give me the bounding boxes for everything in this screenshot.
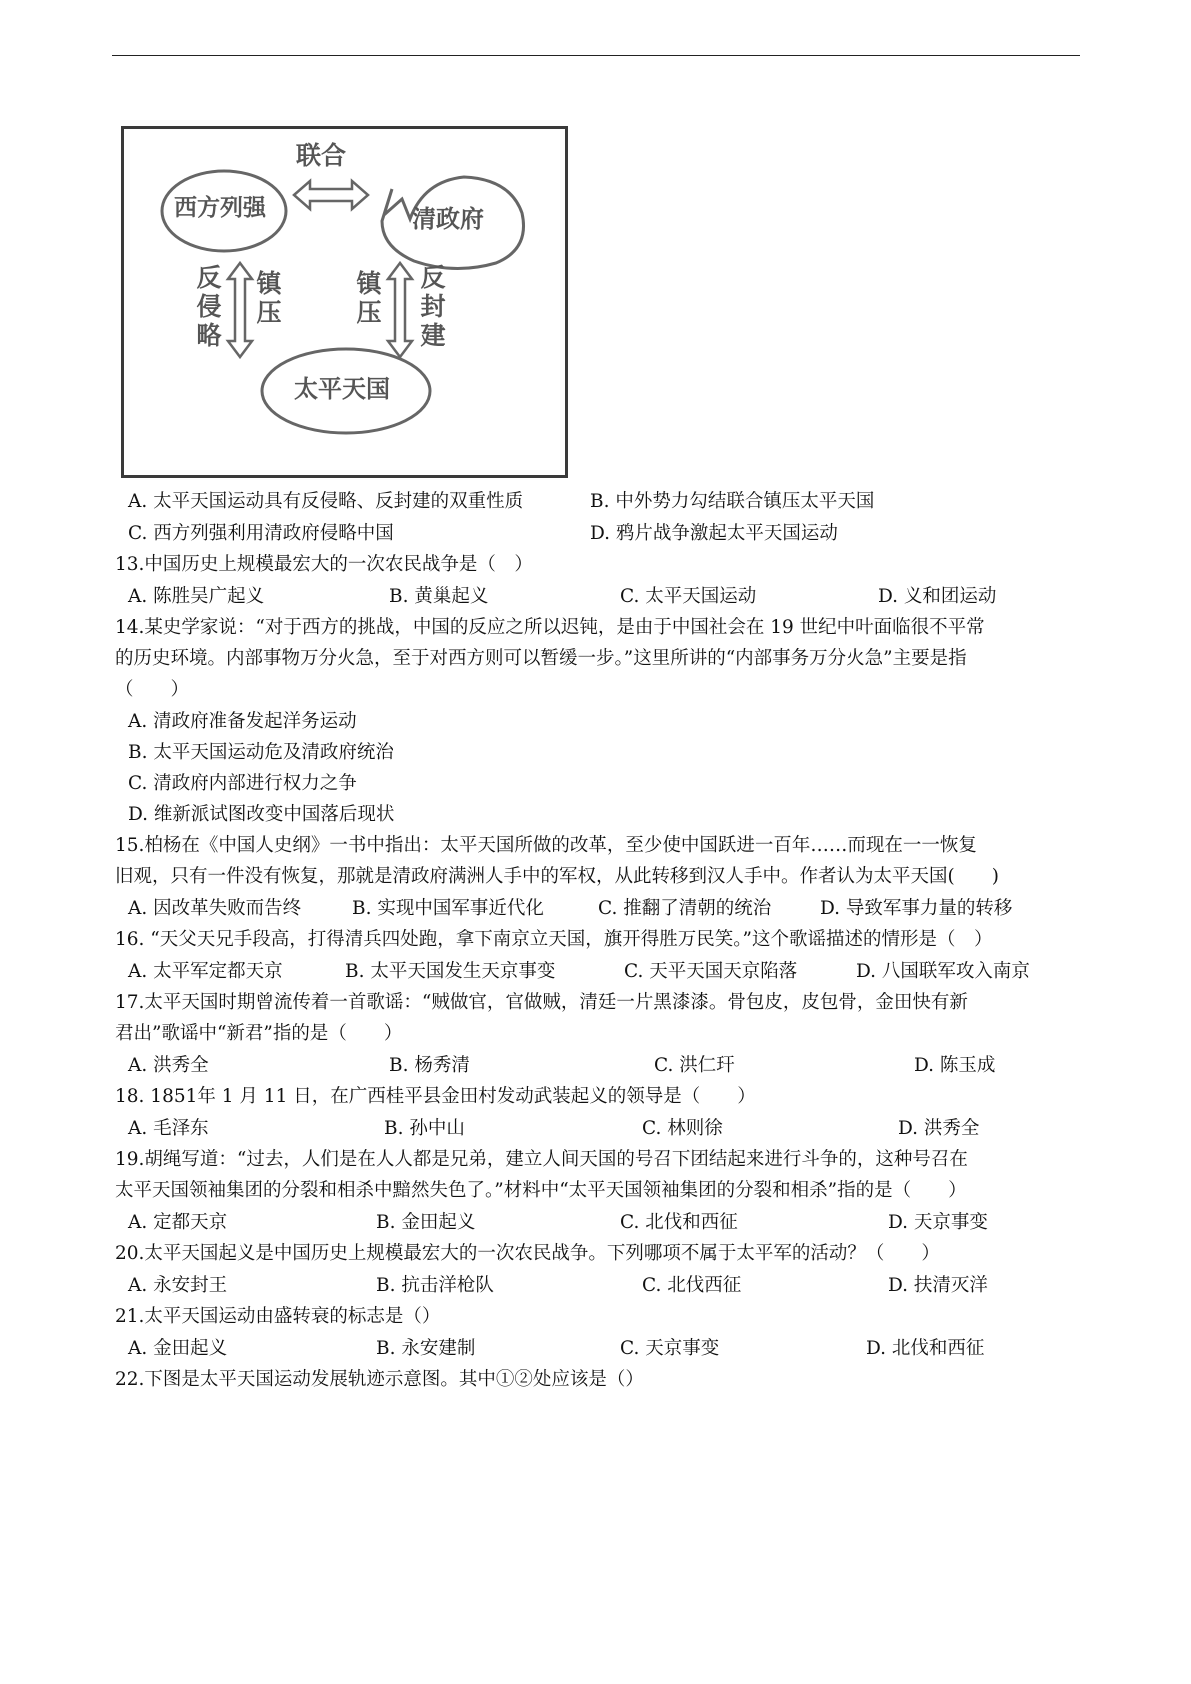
q17-stem-line2: 君出”歌谣中“新君”指的是（ ） <box>115 1023 403 1044</box>
right-suppression-label: 镇压 <box>356 269 382 327</box>
q19-option-a: A. 定都天京 <box>128 1212 228 1233</box>
q19-stem-line2: 太平天国领袖集团的分裂和相杀中黯然失色了。”材料中“太平天国领袖集团的分裂和相杀”指的是（ ） <box>115 1180 967 1201</box>
taiping-label: 太平天国 <box>294 375 390 403</box>
left-suppression-arrow <box>228 263 252 357</box>
q15-option-a: A. 因改革失败而告终 <box>128 898 302 919</box>
q16-option-a: A. 太平军定都天京 <box>128 961 283 982</box>
qing-government-label: 清政府 <box>412 205 484 233</box>
west-powers-label: 西方列强 <box>174 195 266 221</box>
q18-option-a: A. 毛泽东 <box>128 1118 209 1139</box>
q17-option-a: A. 洪秀全 <box>128 1055 209 1076</box>
q13-option-b: B. 黄巢起义 <box>389 586 489 607</box>
q15-stem-line2: 旧观，只有一件没有恢复，那就是清政府满洲人手中的军权，从此转移到汉人手中。作者认为太平天国( ) <box>115 866 999 887</box>
q17-option-d: D. 陈玉成 <box>914 1055 996 1076</box>
q18-option-b: B. 孙中山 <box>384 1118 465 1139</box>
header-rule <box>112 55 1080 56</box>
q17-option-c: C. 洪仁玕 <box>654 1055 735 1076</box>
q16-stem: 16. “天父天兄手段高，打得清兵四处跑，拿下南京立天国，旗开得胜万民笑。”这个歌谣描述的情形是（ ） <box>115 929 993 950</box>
q14-stem-line3: （ ） <box>115 679 190 700</box>
q14-option-c: C. 清政府内部进行权力之争 <box>128 773 357 794</box>
q12-option-d: D. 鸦片战争激起太平天国运动 <box>590 523 838 544</box>
q16-option-d: D. 八国联军攻入南京 <box>856 961 1030 982</box>
q15-option-c: C. 推翻了清朝的统治 <box>598 898 772 919</box>
q15-option-d: D. 导致军事力量的转移 <box>820 898 1013 919</box>
diagram-shapes <box>124 129 565 475</box>
q19-stem-line1: 19.胡绳写道：“过去，人们是在人人都是兄弟，建立人间天国的号召下团结起来进行斗争的，这种号召在 <box>115 1149 968 1170</box>
q14-stem-line1: 14.某史学家说：“对于西方的挑战，中国的反应之所以迟钝，是由于中国社会在 19 世纪中叶面临很不平常 <box>115 617 985 638</box>
q19-option-d: D. 天京事变 <box>888 1212 988 1233</box>
q21-option-d: D. 北伐和西征 <box>866 1338 985 1359</box>
alliance-label: 联合 <box>296 141 347 170</box>
q17-option-b: B. 杨秀清 <box>389 1055 470 1076</box>
q14-stem-line2: 的历史环境。内部事物万分火急，至于对西方则可以暂缓一步。”这里所讲的“内部事务万分火急”主要是指 <box>115 648 967 669</box>
q18-option-c: C. 林则徐 <box>642 1118 723 1139</box>
q20-stem: 20.太平天国起义是中国历史上规模最宏大的一次农民战争。下列哪项不属于太平军的活动？（ ） <box>115 1243 940 1264</box>
anti-feudal-label: 反封建 <box>420 263 446 350</box>
q20-option-b: B. 抗击洋枪队 <box>376 1275 494 1296</box>
q15-option-b: B. 实现中国军事近代化 <box>352 898 544 919</box>
q21-option-b: B. 永安建制 <box>376 1338 476 1359</box>
q17-stem-line1: 17.太平天国时期曾流传着一首歌谣：“贼做官，官做贼，清廷一片黑漆漆。骨包皮，皮包骨，金田快有新 <box>115 992 968 1013</box>
left-suppression-label: 镇压 <box>256 269 282 327</box>
q16-option-b: B. 太平天国发生天京事变 <box>345 961 556 982</box>
alliance-arrow <box>294 181 368 209</box>
q19-option-b: B. 金田起义 <box>376 1212 476 1233</box>
q19-option-c: C. 北伐和西征 <box>620 1212 738 1233</box>
q18-stem: 18. 1851年 1 月 11 日，在广西桂平县金田村发动武装起义的领导是（ ） <box>115 1086 756 1107</box>
q20-option-d: D. 扶清灭洋 <box>888 1275 988 1296</box>
q13-option-a: A. 陈胜吴广起义 <box>128 586 265 607</box>
q12-option-a: A. 太平天国运动具有反侵略、反封建的双重性质 <box>128 491 524 512</box>
q13-stem: 13.中国历史上规模最宏大的一次农民战争是（ ） <box>115 554 533 575</box>
q14-option-d: D. 维新派试图改变中国落后现状 <box>128 804 395 825</box>
q21-stem: 21.太平天国运动由盛转衰的标志是（） <box>115 1306 441 1327</box>
anti-aggression-label: 反侵略 <box>196 263 222 350</box>
relationship-diagram <box>121 126 568 478</box>
q14-option-b: B. 太平天国运动危及清政府统治 <box>128 742 394 763</box>
q14-option-a: A. 清政府准备发起洋务运动 <box>128 711 357 732</box>
q21-option-c: C. 天京事变 <box>620 1338 720 1359</box>
right-suppression-arrow <box>388 263 412 357</box>
q13-option-d: D. 义和团运动 <box>878 586 997 607</box>
q12-option-b: B. 中外势力勾结联合镇压太平天国 <box>590 491 875 512</box>
q15-stem-line1: 15.柏杨在《中国人史纲》一书中指出：太平天国所做的改革，至少使中国跃进一百年……而现在一一恢复 <box>115 835 977 856</box>
q20-option-a: A. 永安封王 <box>128 1275 228 1296</box>
q16-option-c: C. 天平天国天京陷落 <box>624 961 798 982</box>
q22-stem: 22.下图是太平天国运动发展轨迹示意图。其中①②处应该是（） <box>115 1369 644 1390</box>
q13-option-c: C. 太平天国运动 <box>620 586 757 607</box>
q21-option-a: A. 金田起义 <box>128 1338 228 1359</box>
q18-option-d: D. 洪秀全 <box>898 1118 980 1139</box>
q12-option-c: C. 西方列强利用清政府侵略中国 <box>128 523 394 544</box>
q20-option-c: C. 北伐西征 <box>642 1275 742 1296</box>
